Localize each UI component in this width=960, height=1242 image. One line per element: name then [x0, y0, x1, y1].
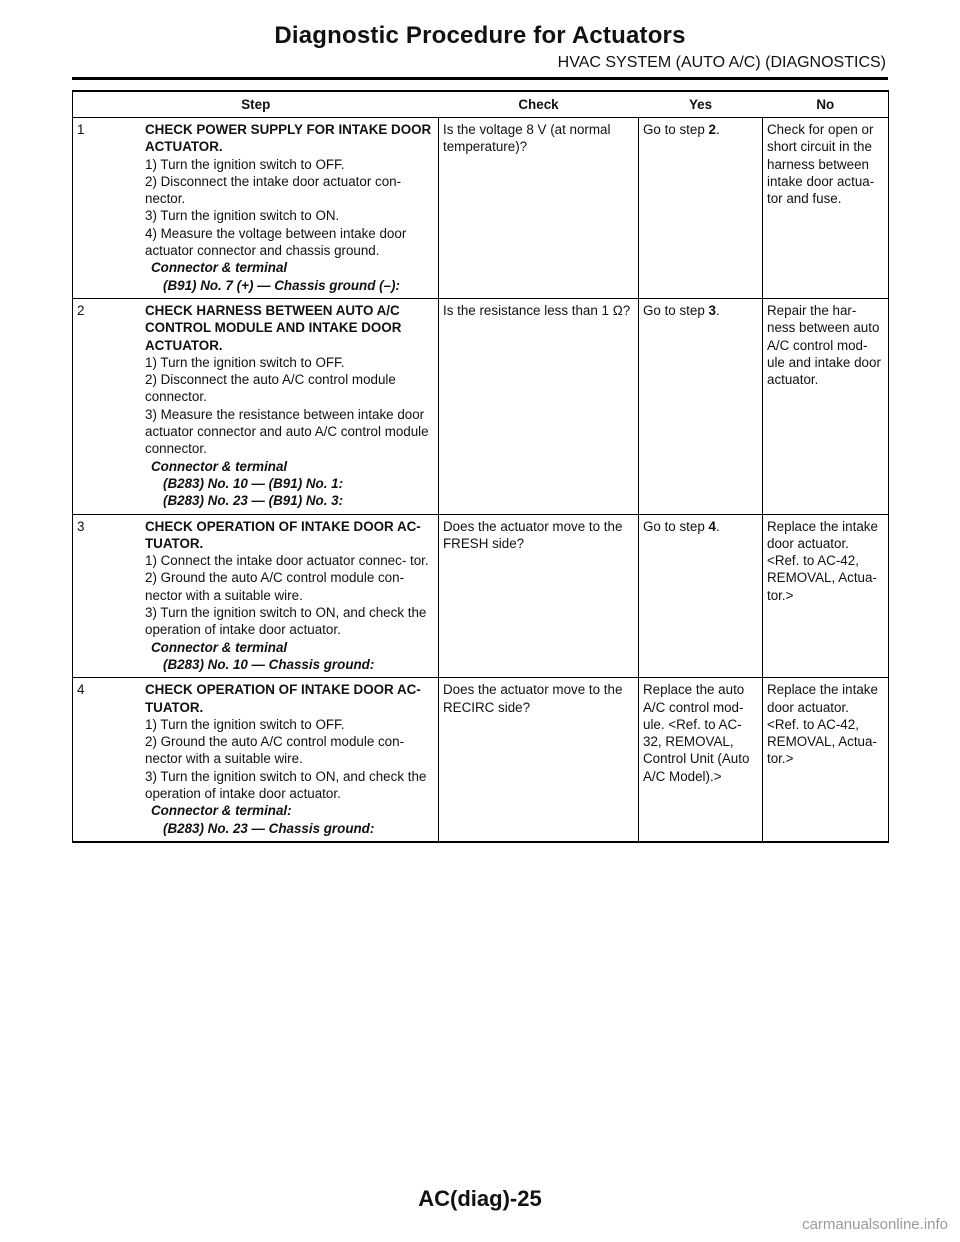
- table-header-row: [73, 91, 889, 118]
- step-title: CHECK HARNESS BETWEEN AUTO A/C CONTROL MODULE AND INTAKE DOOR ACTUATOR.: [145, 302, 402, 353]
- yes-cell: [639, 678, 763, 842]
- step-cell: [73, 678, 439, 842]
- connector-terminal-value: (B283) No. 23 — Chassis ground:: [163, 820, 375, 836]
- table-row: [73, 678, 889, 842]
- column-header-check: Check: [439, 91, 639, 118]
- step-number: 2: [77, 302, 85, 318]
- yes-text-suffix: .: [715, 518, 720, 534]
- step-instruction: 1) Turn the ignition switch to OFF.: [145, 354, 345, 370]
- step-instruction: 3) Measure the resistance between intake door actuator connector and auto A/C control module connector.: [145, 406, 429, 457]
- connector-terminal-label: Connector & terminal: [151, 639, 288, 655]
- yes-step-link[interactable]: 3: [708, 302, 716, 318]
- check-cell: Is the voltage 8 V (at normal temperature)?: [439, 118, 639, 299]
- yes-cell: [639, 118, 763, 299]
- step-title: CHECK POWER SUPPLY FOR INTAKE DOOR ACTUATOR.: [145, 122, 432, 155]
- step-instruction: 2) Disconnect the auto A/C control module connector.: [145, 372, 396, 405]
- page-title: Diagnostic Procedure for Actuators: [274, 22, 686, 49]
- no-cell: Replace the intake door actuator. <Ref. to AC-42, REMOVAL, Actua- tor.>: [763, 678, 889, 842]
- step-title: CHECK OPERATION OF INTAKE DOOR AC- TUATOR.: [145, 682, 421, 715]
- step-instruction: 3) Turn the ignition switch to ON, and check the operation of intake door actuator.: [145, 768, 427, 801]
- step-number: 1: [77, 122, 85, 137]
- yes-step-link[interactable]: 2: [708, 122, 716, 137]
- connector-terminal-label: Connector & terminal: [151, 260, 288, 276]
- step-cell: [73, 514, 439, 678]
- connector-terminal-label: Connector & terminal:: [151, 803, 292, 819]
- check-cell: Does the actuator move to the RECIRC side?: [439, 678, 639, 842]
- column-header-no: No: [763, 91, 889, 118]
- diagnostic-table: [72, 90, 889, 843]
- check-cell: Does the actuator move to the FRESH side?: [439, 514, 639, 678]
- yes-text: Replace the auto A/C control mod- ule. <Ref. to AC-32, REMOVAL, Control Unit (Auto A/C Model).>: [643, 682, 750, 784]
- connector-terminal-value: (B283) No. 23 — (B91) No. 3:: [163, 493, 344, 509]
- no-cell: Check for open or short circuit in the harness between intake door actua- tor and fuse.: [763, 118, 889, 299]
- column-header-yes: Yes: [639, 91, 763, 118]
- no-cell: Repair the har- ness between auto A/C control mod- ule and intake door actuator.: [763, 298, 889, 514]
- step-instruction: 1) Turn the ignition switch to OFF.: [145, 716, 345, 732]
- section-title: HVAC SYSTEM (AUTO A/C) (DIAGNOSTICS): [557, 54, 886, 71]
- check-cell: Is the resistance less than 1 Ω?: [439, 298, 639, 514]
- step-instruction: 2) Disconnect the intake door actuator con- nector.: [145, 173, 402, 207]
- step-instruction: 2) Ground the auto A/C control module con- nector with a suitable wire.: [145, 570, 405, 603]
- yes-text: Go to step: [643, 518, 709, 534]
- yes-text: Go to step: [643, 122, 709, 137]
- watermark: carmanualsonline.info: [802, 1216, 948, 1233]
- step-instruction: 3) Turn the ignition switch to ON, and check the operation of intake door actuator.: [145, 605, 427, 638]
- step-instruction: 3) Turn the ignition switch to ON.: [145, 208, 340, 224]
- table-row: [73, 514, 889, 678]
- yes-text-suffix: .: [715, 302, 720, 318]
- page-number: AC(diag)-25: [418, 1186, 542, 1211]
- step-instruction: 1) Connect the intake door actuator connec- tor.: [145, 553, 429, 569]
- connector-terminal-label: Connector & terminal: [151, 458, 288, 474]
- table-row: [73, 118, 889, 299]
- step-number: 3: [77, 518, 85, 534]
- connector-terminal-value: (B283) No. 10 — (B91) No. 1:: [163, 475, 344, 491]
- yes-cell: [639, 298, 763, 514]
- no-cell: Replace the intake door actuator. <Ref. to AC-42, REMOVAL, Actua- tor.>: [763, 514, 889, 678]
- yes-step-link[interactable]: 4: [708, 518, 716, 534]
- yes-cell: [639, 514, 763, 678]
- step-title: CHECK OPERATION OF INTAKE DOOR AC- TUATOR.: [145, 518, 421, 551]
- step-number: 4: [77, 682, 85, 698]
- step-cell: [73, 118, 439, 299]
- step-instruction: 1) Turn the ignition switch to OFF.: [145, 156, 345, 172]
- yes-text-suffix: .: [715, 122, 720, 137]
- step-cell: [73, 298, 439, 514]
- table-row: [73, 298, 889, 514]
- column-header-step: Step: [73, 91, 439, 118]
- connector-terminal-value: (B283) No. 10 — Chassis ground:: [163, 656, 375, 672]
- connector-terminal-value: (B91) No. 7 (+) — Chassis ground (–):: [163, 277, 400, 293]
- step-instruction: 4) Measure the voltage between intake door actuator connector and chassis ground.: [145, 225, 407, 259]
- yes-text: Go to step: [643, 302, 709, 318]
- header-rule: [72, 77, 888, 80]
- step-instruction: 2) Ground the auto A/C control module con- nector with a suitable wire.: [145, 734, 405, 767]
